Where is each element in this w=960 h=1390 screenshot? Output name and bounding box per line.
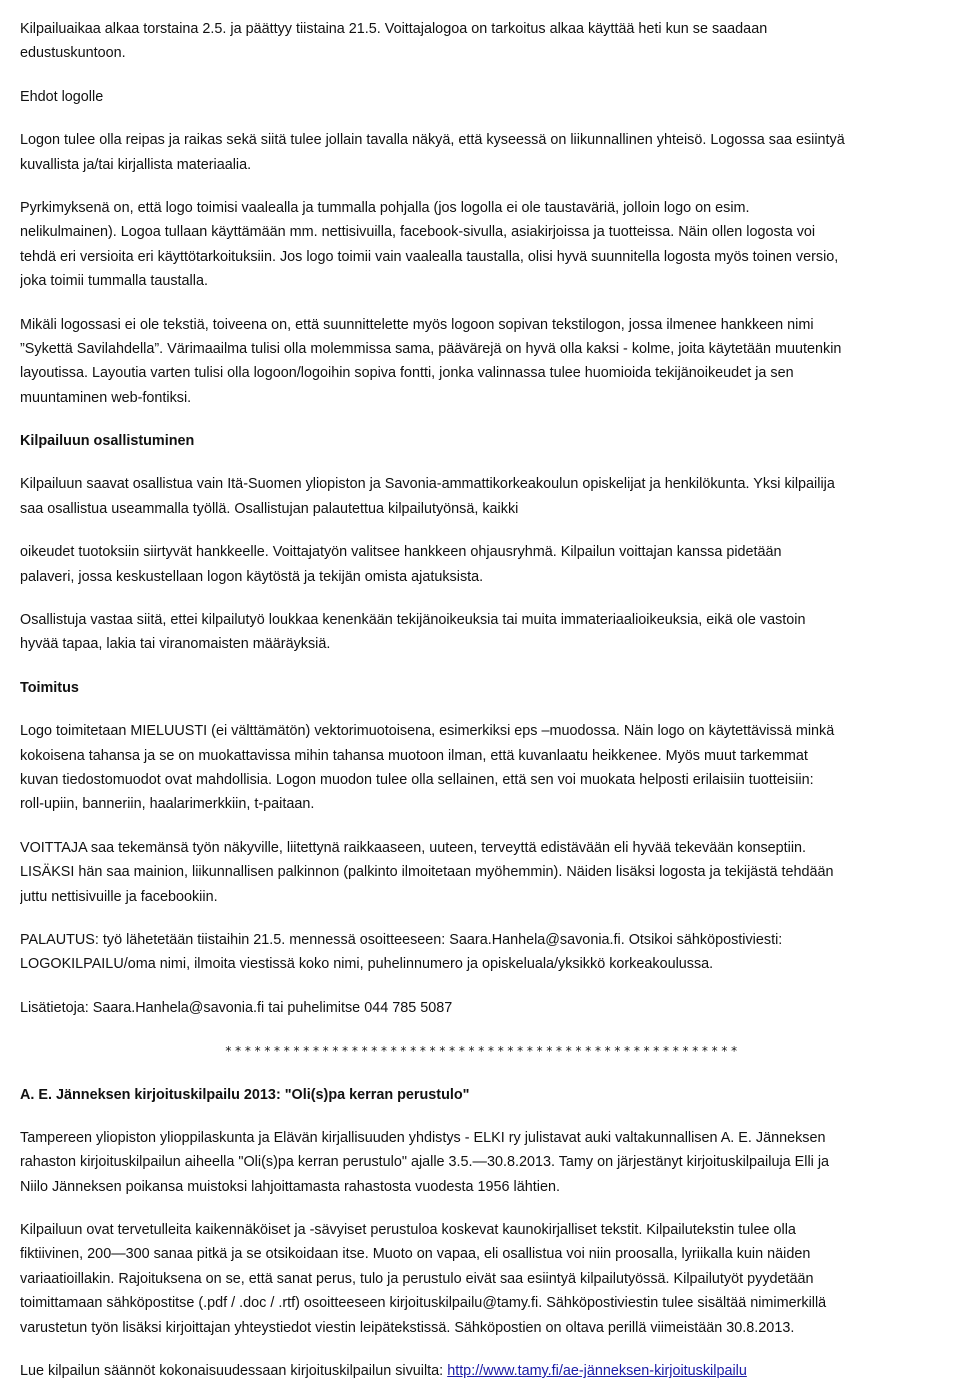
ehdot-p2-line: Pyrkimyksenä on, että logo toimisi vaalealla ja tummalla pohjalla (jos logolla ei ole taustaväriä, jolloin logo on esim.	[20, 199, 750, 216]
toimitus-p3-line: LOGOKILPAILU/oma nimi, ilmoita viestissä koko nimi, puhelinnumero ja opiskeluala/yksikkö korkeakoulussa.	[20, 956, 714, 973]
toimitus-p4-line: Lisätietoja: Saara.Hanhela@savonia.fi tai puhelimitse 044 785 5087	[20, 999, 453, 1016]
ehdot-p3-line: ”Sykettä Savilahdella”. Värimaailma tulisi olla molemmissa sama, päävärejä on hyvä olla kaksi - kolme, joita käytetään muutenkin	[20, 340, 842, 357]
kirjoitus-p1-line: Niilo Jänneksen poikansa muistoksi lahjoittamasta rahastosta vuodesta 1956 lähtien.	[20, 1178, 560, 1195]
kirjoitus-p2-line: fiktiivinen, 200—300 sanaa pitkä ja se otsikoidaan itse. Muoto on vapaa, eli osallistua voi niin proosalla, lyriikalla kuin näiden	[20, 1246, 811, 1263]
ehdot-p1-line: Logon tulee olla reipas ja raikas sekä siitä tulee jollain tavalla näkyä, että kyseessä on liikunnallinen yhteisö. Logossa saa esiintyä	[20, 132, 845, 149]
osallistuminen-p1-line: Kilpailuun saavat osallistua vain Itä-Suomen yliopiston ja Savonia-ammattikorkeakoulun opiskelijat ja henkilökunta. Yksi kilpailija	[20, 476, 835, 493]
heading-osallistuminen: Kilpailuun osallistuminen	[20, 433, 195, 450]
toimitus-p1-line: kokoisena tahansa ja se on muokattavissa mihin tahansa muotoon ilman, että kuvanlaatu heikkenee. Myös muut tarkemmat	[20, 747, 808, 764]
heading-toimitus: Toimitus	[20, 679, 79, 696]
kirjoitus-p2-line: varustetun työn lisäksi kirjoittajan yhteystiedot viestin leipätekstissä. Sähköpostien on oltava perillä viimeistään 30.8.2013.	[20, 1319, 795, 1336]
kirjoitus-p1-line: Tampereen yliopiston ylioppilaskunta ja Elävän kirjallisuuden yhdistys - ELKI ry julistavat auki valtakunnallisen A. E. Jänneksen	[20, 1129, 826, 1146]
rules-link[interactable]: http://www.tamy.fi/ae-jänneksen-kirjoituskilpailu	[447, 1363, 747, 1380]
ehdot-p3-line: muuntaminen web-fontiksi.	[20, 389, 192, 406]
ehdot-p2-line: joka toimii tummalla taustalla.	[20, 273, 208, 290]
ehdot-p1-line: kuvallista ja/tai kirjallista materiaalia.	[20, 156, 252, 173]
osallistuminen-p3-line: hyvää tapaa, lakia tai viranomaisten määräyksiä.	[20, 636, 331, 653]
ehdot-p2-line: tehdä eri versioita eri käyttötarkoituksiin. Jos logo toimii vain vaalealla taustalla, olisi hyvä suunnitella logosta myös toinen versio,	[20, 248, 839, 265]
toimitus-p3-line: PALAUTUS: työ lähetetään tiistaihin 21.5. mennessä osoitteeseen: Saara.Hanhela@savonia.fi. Otsikoi sähköpostiviesti:	[20, 931, 783, 948]
kirjoitus-p2-line: Kilpailuun ovat tervetulleita kaikennäköiset ja -sävyiset perustuloa koskevat kaunokirjalliset tekstit. Kilpailutekstin tulee olla	[20, 1222, 796, 1239]
toimitus-p1-line: roll-upiin, banneriin, haalarimerkkiin, t-paitaan.	[20, 796, 315, 813]
ehdot-p3-line: layoutissa. Layoutia varten tulisi olla logoon/logoihin sopiva fontti, jonka valinnassa tulee huomioida tekijänoikeudet ja sen	[20, 365, 794, 382]
kirjoitus-p2-line: variaatioillakin. Rajoituksena on se, että sanat perus, tulo ja perustulo eivät saa esiintyä kilpailutyössä. Kilpailutyöt pyydetään	[20, 1270, 814, 1287]
osallistuminen-p2-line: palaveri, jossa keskustellaan logon käytöstä ja tekijän omista ajatuksista.	[20, 568, 484, 585]
osallistuminen-p2-line: oikeudet tuotoksiin siirtyvät hankkeelle. Voittajatyön valitsee hankkeen ohjausryhmä. Kilpailun voittajan kanssa pidetään	[20, 544, 782, 561]
ehdot-p3-line: Mikäli logossasi ei ole tekstiä, toiveena on, että suunnittelette myös logoon sopivan tekstilogon, jossa ilmenee hankkeen nimi	[20, 316, 814, 333]
kirjoitus-p1-line: rahaston kirjoituskilpailun aiheella "Oli(s)pa kerran perustulo" ajalle 3.5.—30.8.2013. Tamy on järjestänyt kirjoituskilpailuja Elli ja	[20, 1154, 830, 1171]
heading-ehdot: Ehdot logolle	[20, 88, 104, 105]
intro-line-1: Kilpailuaikaa alkaa torstaina 2.5. ja päättyy tiistaina 21.5. Voittajalogoa on tarkoitus alkaa käyttää heti kun se saadaan	[20, 21, 768, 37]
osallistuminen-p3-line: Osallistuja vastaa siitä, ettei kilpailutyö loukkaa kenenkään tekijänoikeuksia tai muita immateriaalioikeuksia, eikä ole vastoin	[20, 612, 806, 629]
toimitus-p2-line: VOITTAJA saa tekemänsä työn näkyville, liitettynä raikkaaseen, uuteen, terveyttä edistävään eli hyvää tekevään konseptiin.	[20, 839, 807, 856]
intro-line-2: edustuskuntoon.	[20, 45, 126, 62]
toimitus-p2-line: LISÄKSI hän saa mainion, liikunnallisen palkinnon (palkinto ilmoitetaan myöhemmin). Näiden lisäksi logosta ja tekijästä tehdään	[20, 864, 834, 881]
kirjoitus-p2-line: toimittamaan sähköpostitse (.pdf / .doc / .rtf) osoitteeseen kirjoituskilpailu@tamy.fi. Sähköpostiviestin tulee sisältää nimimerkillä	[20, 1295, 827, 1312]
toimitus-p1-line: Logo toimitetaan MIELUUSTI (ei välttämätön) vektorimuotoisena, esimerkiksi eps –muodossa. Näin logo on käytettävissä minkä	[20, 723, 835, 740]
separator-stars: *****************************************************	[224, 1044, 741, 1059]
toimitus-p1-line: kuvan tiedostomuodot ovat mahdollisia. Logon muodon tulee olla sellainen, että sen voi muokata helposti erilaisiin tuotteisiin:	[20, 771, 814, 788]
toimitus-p2-line: juttu nettisivuille ja facebookiin.	[20, 888, 218, 905]
document-page	[20, 17, 945, 1383]
heading-kirjoituskilpailu: A. E. Jänneksen kirjoituskilpailu 2013: "Oli(s)pa kerran perustulo"	[20, 1086, 470, 1103]
kirjoitus-p3-line	[20, 1359, 945, 1383]
rules-text: Lue kilpailun säännöt kokonaisuudessaan kirjoituskilpailun sivuilta:	[20, 1363, 448, 1380]
osallistuminen-p1-line: saa osallistua useammalla työllä. Osallistujan palautettua kilpailutyönsä, kaikki	[20, 500, 519, 517]
ehdot-p2-line: nelikulmainen). Logoa tullaan käyttämään mm. nettisivuilla, facebook-sivulla, asiakirjoissa ja tuotteissa. Näin ollen logosta voi	[20, 224, 816, 241]
